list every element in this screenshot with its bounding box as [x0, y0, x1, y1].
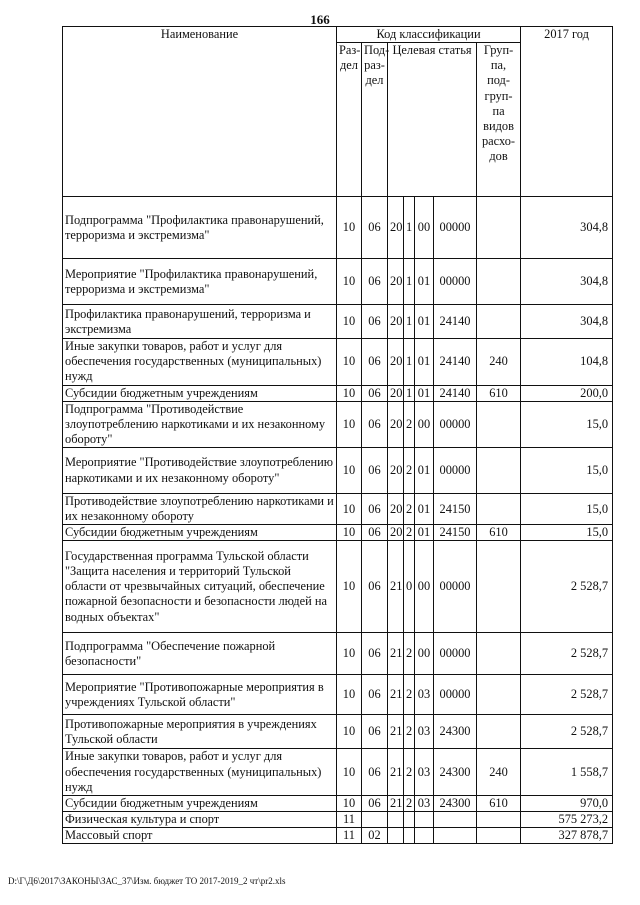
- row-subsection: 06: [362, 197, 388, 259]
- row-name: Иные закупки товаров, работ и услуг для обеспечения государственных (муниципальных) нужд: [63, 749, 337, 795]
- row-target-subprogram: 1: [404, 339, 415, 385]
- table-body: [63, 197, 613, 844]
- row-name: Мероприятие "Профилактика правонарушений, терроризма и экстремизма": [63, 259, 337, 305]
- table-row: [63, 259, 613, 305]
- row-target-direction: [434, 811, 477, 827]
- row-target-event: 00: [415, 401, 434, 447]
- row-target-program: 21: [388, 633, 404, 675]
- row-expense-group: 610: [477, 795, 521, 811]
- header-year: 2017 год: [521, 27, 613, 197]
- row-subsection: 06: [362, 749, 388, 795]
- row-target-subprogram: 2: [404, 448, 415, 494]
- table-row: [63, 541, 613, 633]
- row-subsection: 06: [362, 339, 388, 385]
- row-subsection: 06: [362, 401, 388, 447]
- row-target-direction: 24140: [434, 339, 477, 385]
- header-name: Наименование: [63, 27, 337, 197]
- row-target-subprogram: 1: [404, 259, 415, 305]
- row-expense-group: [477, 633, 521, 675]
- row-target-program: 21: [388, 749, 404, 795]
- row-target-subprogram: [404, 828, 415, 844]
- row-target-direction: 24300: [434, 715, 477, 749]
- row-amount: 15,0: [521, 401, 613, 447]
- row-expense-group: 240: [477, 339, 521, 385]
- row-amount: 304,8: [521, 305, 613, 339]
- row-section: 10: [337, 749, 362, 795]
- row-section: 10: [337, 795, 362, 811]
- row-target-event: 01: [415, 385, 434, 401]
- header-target-article: Целевая статья: [388, 43, 477, 197]
- row-section: 10: [337, 339, 362, 385]
- row-target-program: [388, 828, 404, 844]
- row-subsection: 06: [362, 259, 388, 305]
- row-target-direction: 00000: [434, 675, 477, 715]
- row-target-subprogram: 2: [404, 795, 415, 811]
- row-target-program: [388, 811, 404, 827]
- file-path-footer: D:\Г\Д6\2017\ЗАКОНЫ\ЗАС_37\Изм. бюджет ТО 2017-2019_2 чт\pr2.xls: [8, 876, 286, 886]
- row-amount: 304,8: [521, 197, 613, 259]
- row-target-direction: 00000: [434, 401, 477, 447]
- row-target-direction: 24300: [434, 749, 477, 795]
- row-amount: 1 558,7: [521, 749, 613, 795]
- row-name: Субсидии бюджетным учреждениям: [63, 795, 337, 811]
- row-target-event: 01: [415, 448, 434, 494]
- row-target-subprogram: 1: [404, 197, 415, 259]
- row-target-subprogram: 2: [404, 715, 415, 749]
- row-amount: 200,0: [521, 385, 613, 401]
- row-subsection: 06: [362, 525, 388, 541]
- table-row: [63, 828, 613, 844]
- row-name: Подпрограмма "Профилактика правонарушений, терроризма и экстремизма": [63, 197, 337, 259]
- row-target-program: 20: [388, 339, 404, 385]
- row-target-subprogram: 2: [404, 494, 415, 525]
- row-expense-group: [477, 811, 521, 827]
- table-row: [63, 305, 613, 339]
- row-target-event: 01: [415, 259, 434, 305]
- table-row: [63, 633, 613, 675]
- row-target-subprogram: [404, 811, 415, 827]
- row-expense-group: [477, 675, 521, 715]
- row-expense-group: [477, 197, 521, 259]
- table-row: [63, 749, 613, 795]
- row-section: 10: [337, 541, 362, 633]
- row-expense-group: 240: [477, 749, 521, 795]
- header-classification: Код классификации: [337, 27, 521, 43]
- row-subsection: 06: [362, 305, 388, 339]
- table-row: [63, 385, 613, 401]
- row-subsection: 06: [362, 541, 388, 633]
- row-name: Иные закупки товаров, работ и услуг для обеспечения государственных (муниципальных) нужд: [63, 339, 337, 385]
- row-target-direction: 00000: [434, 633, 477, 675]
- row-target-program: 20: [388, 259, 404, 305]
- row-amount: 2 528,7: [521, 633, 613, 675]
- row-target-subprogram: 1: [404, 305, 415, 339]
- row-target-event: 00: [415, 541, 434, 633]
- row-section: 10: [337, 633, 362, 675]
- row-name: Подпрограмма "Обеспечение пожарной безопасности": [63, 633, 337, 675]
- row-target-subprogram: 2: [404, 525, 415, 541]
- row-subsection: 06: [362, 448, 388, 494]
- row-target-event: 03: [415, 795, 434, 811]
- row-section: 11: [337, 811, 362, 827]
- row-section: 10: [337, 525, 362, 541]
- row-target-direction: [434, 828, 477, 844]
- row-amount: 15,0: [521, 448, 613, 494]
- row-target-direction: 24140: [434, 305, 477, 339]
- row-target-direction: 00000: [434, 259, 477, 305]
- row-subsection: 06: [362, 795, 388, 811]
- row-name: Государственная программа Тульской области "Защита населения и территорий Тульской области от чрезвычайных ситуаций, обеспечение пожарной безопасности и безопасности людей на водных объектах": [63, 541, 337, 633]
- row-target-subprogram: 2: [404, 749, 415, 795]
- row-target-direction: 00000: [434, 541, 477, 633]
- row-target-subprogram: 2: [404, 675, 415, 715]
- table-header: [63, 27, 613, 197]
- row-expense-group: [477, 259, 521, 305]
- table-row: [63, 401, 613, 447]
- header-expense-group: Груп- па, под- груп- па видов расхо- дов: [477, 43, 521, 197]
- row-section: 10: [337, 197, 362, 259]
- row-amount: 304,8: [521, 259, 613, 305]
- row-expense-group: [477, 448, 521, 494]
- row-target-event: 03: [415, 675, 434, 715]
- row-target-program: 21: [388, 795, 404, 811]
- row-subsection: [362, 811, 388, 827]
- table-row: [63, 795, 613, 811]
- row-target-event: 01: [415, 494, 434, 525]
- row-name: Массовый спорт: [63, 828, 337, 844]
- row-target-event: 00: [415, 633, 434, 675]
- row-target-subprogram: 0: [404, 541, 415, 633]
- row-expense-group: [477, 715, 521, 749]
- row-subsection: 06: [362, 715, 388, 749]
- row-section: 10: [337, 401, 362, 447]
- row-amount: 104,8: [521, 339, 613, 385]
- row-target-subprogram: 2: [404, 633, 415, 675]
- row-target-event: 03: [415, 749, 434, 795]
- row-target-direction: 24150: [434, 494, 477, 525]
- row-target-subprogram: 2: [404, 401, 415, 447]
- row-expense-group: [477, 541, 521, 633]
- row-amount: 15,0: [521, 525, 613, 541]
- row-name: Мероприятие "Противодействие злоупотреблению наркотиками и их незаконному обороту": [63, 448, 337, 494]
- row-amount: 2 528,7: [521, 675, 613, 715]
- row-target-program: 21: [388, 675, 404, 715]
- row-name: Мероприятие "Противопожарные мероприятия в учреждениях Тульской области": [63, 675, 337, 715]
- header-subsection: Под- раз- дел: [362, 43, 388, 197]
- row-subsection: 06: [362, 385, 388, 401]
- row-section: 10: [337, 305, 362, 339]
- row-target-program: 20: [388, 305, 404, 339]
- row-section: 10: [337, 385, 362, 401]
- row-expense-group: [477, 401, 521, 447]
- row-target-program: 21: [388, 541, 404, 633]
- row-target-program: 20: [388, 401, 404, 447]
- row-target-event: [415, 811, 434, 827]
- row-amount: 575 273,2: [521, 811, 613, 827]
- row-target-direction: 24150: [434, 525, 477, 541]
- row-target-program: 20: [388, 197, 404, 259]
- row-target-program: 20: [388, 525, 404, 541]
- row-expense-group: 610: [477, 385, 521, 401]
- row-subsection: 06: [362, 675, 388, 715]
- row-target-event: 03: [415, 715, 434, 749]
- row-subsection: 06: [362, 494, 388, 525]
- row-target-direction: 24140: [434, 385, 477, 401]
- row-target-direction: 24300: [434, 795, 477, 811]
- row-expense-group: 610: [477, 525, 521, 541]
- row-target-direction: 00000: [434, 197, 477, 259]
- row-target-subprogram: 1: [404, 385, 415, 401]
- row-name: Субсидии бюджетным учреждениям: [63, 385, 337, 401]
- row-subsection: 06: [362, 633, 388, 675]
- table-row: [63, 339, 613, 385]
- row-name: Физическая культура и спорт: [63, 811, 337, 827]
- row-target-direction: 00000: [434, 448, 477, 494]
- row-name: Субсидии бюджетным учреждениям: [63, 525, 337, 541]
- row-expense-group: [477, 494, 521, 525]
- row-target-program: 20: [388, 385, 404, 401]
- table-row: [63, 448, 613, 494]
- row-section: 10: [337, 448, 362, 494]
- row-expense-group: [477, 305, 521, 339]
- header-section: Раз- дел: [337, 43, 362, 197]
- row-target-event: [415, 828, 434, 844]
- table-row: [63, 525, 613, 541]
- table-row: [63, 197, 613, 259]
- row-name: Профилактика правонарушений, терроризма и экстремизма: [63, 305, 337, 339]
- table-row: [63, 811, 613, 827]
- row-target-event: 01: [415, 305, 434, 339]
- table-row: [63, 715, 613, 749]
- row-amount: 327 878,7: [521, 828, 613, 844]
- row-amount: 2 528,7: [521, 541, 613, 633]
- row-name: Противодействие злоупотреблению наркотиками и их незаконному обороту: [63, 494, 337, 525]
- row-section: 10: [337, 675, 362, 715]
- table-row: [63, 494, 613, 525]
- row-name: Подпрограмма "Противодействие злоупотреблению наркотиками и их незаконному обороту": [63, 401, 337, 447]
- row-section: 10: [337, 259, 362, 305]
- row-amount: 15,0: [521, 494, 613, 525]
- row-target-event: 00: [415, 197, 434, 259]
- row-section: 11: [337, 828, 362, 844]
- row-section: 10: [337, 494, 362, 525]
- row-target-program: 20: [388, 494, 404, 525]
- row-target-program: 21: [388, 715, 404, 749]
- page-number: 166: [310, 12, 330, 27]
- row-amount: 2 528,7: [521, 715, 613, 749]
- row-name: Противопожарные мероприятия в учреждениях Тульской области: [63, 715, 337, 749]
- row-subsection: 02: [362, 828, 388, 844]
- table-row: [63, 675, 613, 715]
- row-expense-group: [477, 828, 521, 844]
- row-target-event: 01: [415, 525, 434, 541]
- row-target-event: 01: [415, 339, 434, 385]
- row-target-program: 20: [388, 448, 404, 494]
- budget-table: [62, 26, 613, 844]
- row-amount: 970,0: [521, 795, 613, 811]
- row-section: 10: [337, 715, 362, 749]
